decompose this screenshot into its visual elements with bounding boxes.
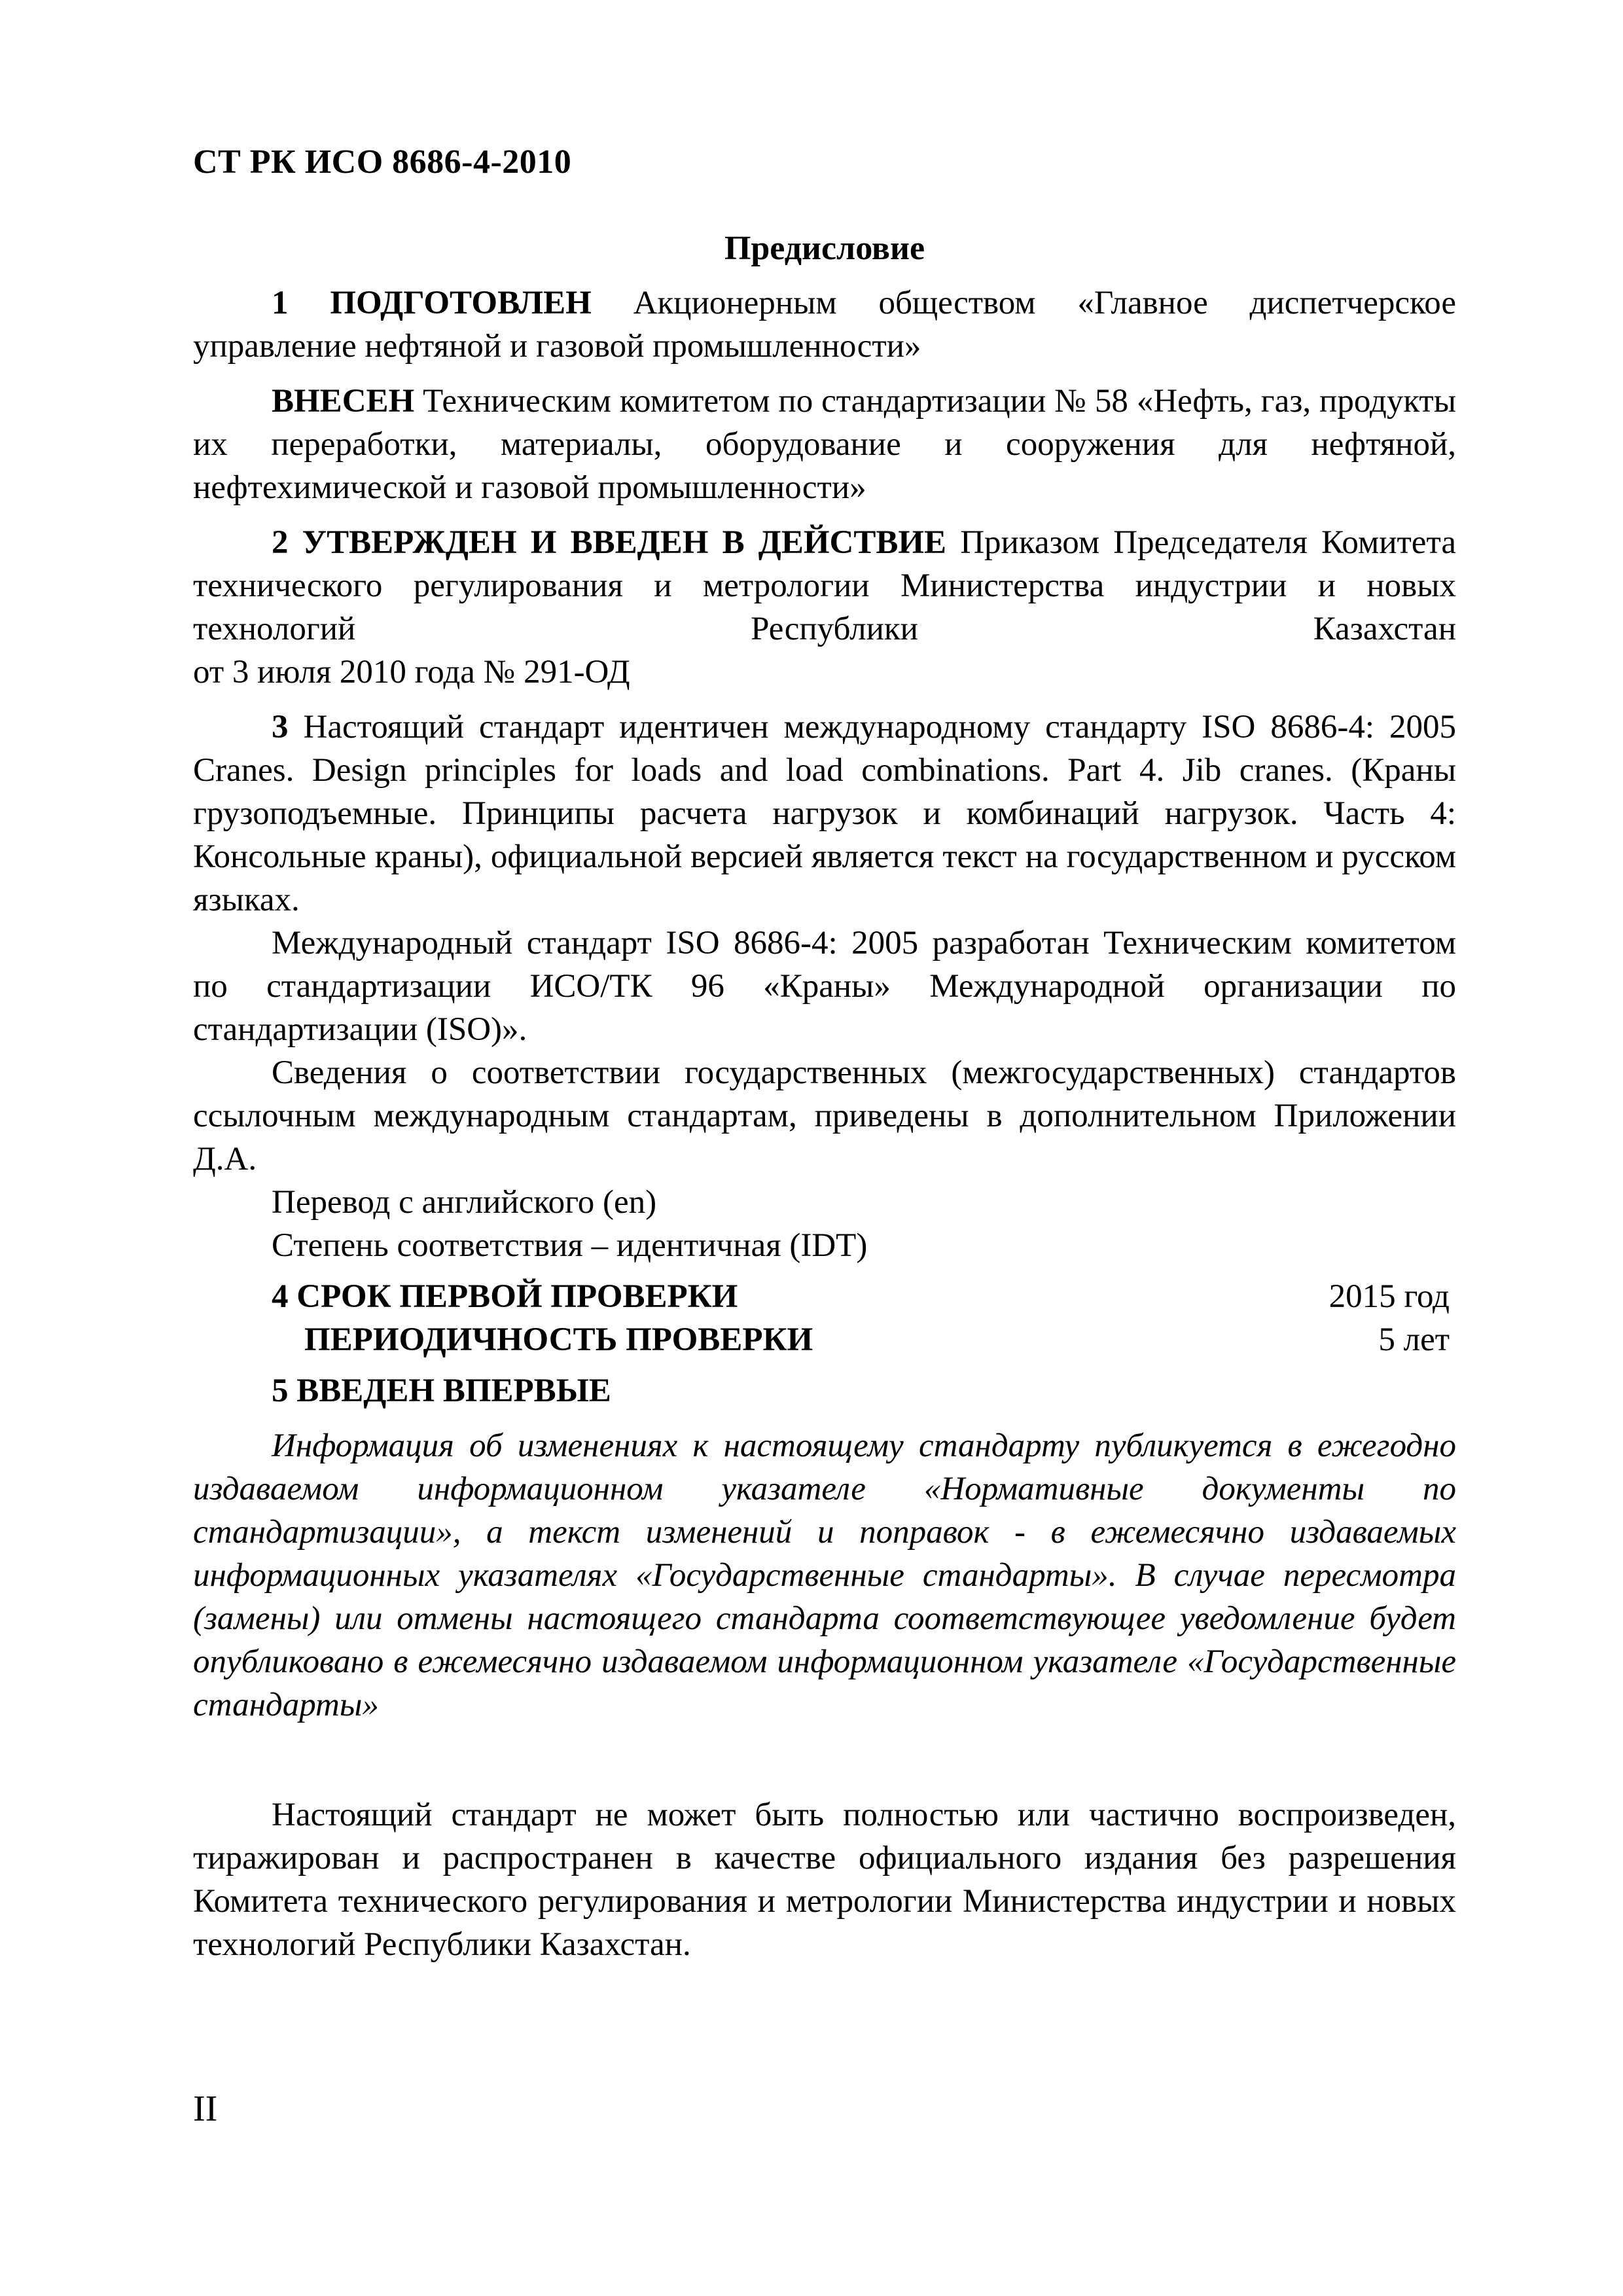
section-3-conformity: Степень соответствия – идентичная (IDT) [272,1227,868,1264]
submitted-label: ВНЕСЕН [272,383,415,420]
section-3-international: Международный стандарт ISO 8686-4: 2005 разработан Техническим комитетом по стандартизации ИСО/ТК 96 «Краны» Международной организации по стандартизации (ISO)». [193,925,1456,1048]
check-period-row [193,1318,1456,1361]
section-1 [193,281,1456,368]
section-5-label: 5 ВВЕДЕН ВПЕРВЫЕ [272,1372,611,1409]
page-title: Предисловие [724,230,925,267]
section-3-references: Сведения о соответствии государственных (межгосударственных) стандартов ссылочным международным стандартам, приведены в дополнительном Приложении Д.А. [193,1054,1456,1177]
section-1-label: 1 ПОДГОТОВЛЕН [272,285,592,321]
document-code: СТ РК ИСО 8686-4-2010 [193,143,572,181]
section-2-label: 2 УТВЕРЖДЕН И ВВЕДЕН В ДЕЙСТВИЕ [272,524,947,561]
first-check-value: 2015 год [1329,1278,1450,1315]
section-2-text: Приказом Председателя Комитета технического регулирования и метрологии Министерства индустрии и новых технологий Республики Казахстан [193,524,1456,647]
section-1-submitted [193,380,1456,509]
check-period-label: ПЕРИОДИЧНОСТЬ ПРОВЕРКИ [304,1321,813,1358]
first-check-label: 4 СРОК ПЕРВОЙ ПРОВЕРКИ [272,1278,738,1315]
section-2-date: от 3 июля 2010 года № 291-ОД [193,654,630,691]
section-2 [193,521,1456,651]
section-3 [193,706,1456,922]
check-period-value: 5 лет [1378,1321,1450,1358]
submitted-text: Техническим комитетом по стандартизации № 58 «Нефть, газ, продукты их переработки, материалы, оборудование и сооружения для нефтяной, нефтехимической и газовой промышленности» [193,383,1456,506]
document-body [193,281,1456,1966]
page-number: II [193,2089,218,2129]
section-5-info: Информация об изменениях к настоящему стандарту публикуется в ежегодно издаваемом информационном указателе «Нормативные документы по стандартизации», а текст изменений и поправок - в ежемесячно издаваемых информационных указателях «Государственные стандарты». В случае пересмотра (замены) или отмены настоящего стандарта соответствующее уведомление будет опубликовано в ежемесячно издаваемом информационном указателе «Государственные стандарты» [193,1427,1456,1723]
section-3-translation: Перевод с английского (en) [272,1184,657,1221]
section-1-text: Акционерным обществом «Главное диспетчерское управление нефтяной и газовой промышленности» [193,285,1457,365]
spacer [193,1727,1456,1793]
copyright-notice: Настоящий стандарт не может быть полностью или частично воспроизведен, тиражирован и распространен в качестве официального издания без разрешения Комитета технического регулирования и метрологии Министерства индустрии и новых технологий Республики Казахстан. [193,1797,1456,1963]
first-check-row [193,1275,1456,1318]
section-3-number: 3 [272,709,289,745]
section-3-text: Настоящий стандарт идентичен международному стандарту ISO 8686-4: 2005 Cranes. Design principles for loads and load combinations. Part 4. Jib cranes. (Краны грузоподъемные. Принципы расчета нагрузок и комбинаций нагрузок. Часть 4: Консольные краны), официальной версией является текст на государственном и русском языках. [193,709,1456,918]
